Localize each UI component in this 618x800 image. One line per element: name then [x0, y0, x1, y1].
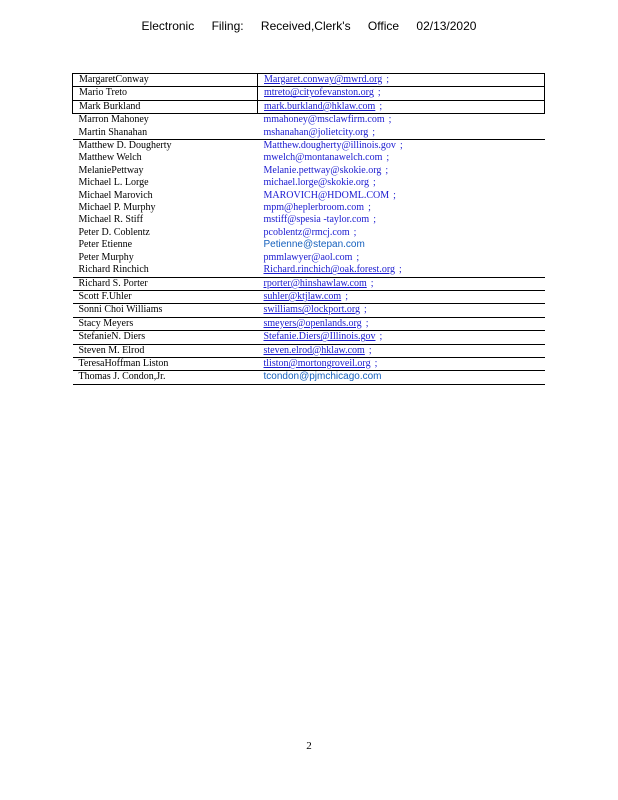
service-list-row [73, 331, 545, 344]
service-list-row [73, 317, 545, 330]
contact-email-cell [258, 202, 545, 214]
contact-email-cell [258, 190, 545, 202]
service-list-row [73, 190, 545, 202]
contact-name: MargaretConway [73, 74, 258, 87]
contact-email-cell [258, 127, 545, 140]
contact-name: Peter Murphy [78, 251, 134, 263]
contact-name: Michael Marovich [78, 189, 153, 201]
header-date: 02/13/2020 [416, 19, 477, 33]
contact-name: Marron Mahoney [73, 114, 258, 127]
contact-email-link[interactable]: swilliams@lockport.org [263, 304, 361, 316]
contact-email-link[interactable]: suhler@ktjlaw.com [263, 290, 342, 302]
service-list-row [73, 252, 545, 264]
service-list-row [73, 344, 545, 357]
service-list-row [73, 239, 545, 251]
contact-email-link[interactable]: steven.elrod@hklaw.com [263, 344, 365, 356]
service-list-row [73, 227, 545, 239]
service-list-row [73, 277, 545, 290]
contact-email-cell [258, 140, 545, 153]
email-separator: ; [356, 251, 360, 263]
header-received: Received,Clerk's [260, 19, 351, 33]
contact-name: Steven M. Elrod [73, 344, 258, 357]
contact-name: Richard Rinchich [78, 264, 149, 276]
email-separator: ; [388, 114, 392, 126]
contact-email-cell [258, 100, 545, 113]
email-separator: ; [379, 331, 383, 343]
contact-email-link[interactable]: mtreto@cityofevanston.org [264, 87, 374, 99]
email-separator: ; [393, 189, 396, 201]
contact-name: MelaniePettway [78, 164, 144, 176]
contact-email-cell [258, 290, 545, 303]
email-separator: ; [353, 226, 357, 238]
email-separator: ; [399, 140, 403, 152]
contact-email-cell [258, 344, 545, 357]
service-list-table [72, 73, 545, 385]
email-separator: ; [386, 152, 390, 164]
contact-name: TeresaHoffman Liston [73, 357, 258, 370]
contact-email-cell [258, 317, 545, 330]
email-separator: ; [368, 344, 372, 356]
service-list-row [73, 371, 545, 384]
service-list-row [73, 74, 545, 87]
contact-name: Stacy Meyers [73, 317, 258, 330]
contact-email-link[interactable]: Stefanie.Diers@Illinois.gov [263, 331, 376, 343]
email-separator: ; [365, 317, 369, 329]
contact-email-link[interactable]: Matthew.dougherty@illinois.gov [263, 140, 396, 152]
contact-email-link[interactable]: michael.lorge@skokie.org [263, 177, 369, 189]
contact-name: StefanieN. Diers [73, 331, 258, 344]
contact-name: Richard S. Porter [73, 277, 258, 290]
contact-email-link[interactable]: mpm@heplerbroom.com [263, 202, 365, 214]
service-list-row [73, 214, 545, 226]
contact-name: Scott F.Uhler [73, 290, 258, 303]
email-separator: ; [374, 357, 378, 369]
contact-email-cell [258, 304, 545, 317]
contact-email-link[interactable]: mmahoney@msclawfirm.com [263, 114, 385, 126]
email-separator: ; [370, 277, 374, 289]
contact-email-link[interactable]: tliston@mortongroveil.org [263, 357, 371, 369]
header-filing: Filing: [211, 19, 244, 33]
contact-email-cell [258, 227, 545, 239]
contact-name: Martin Shanahan [78, 126, 148, 138]
contact-email-cell [258, 357, 545, 370]
service-list-row [73, 290, 545, 303]
email-separator: ; [368, 202, 371, 214]
service-list-row [73, 87, 545, 100]
contact-email-cell [258, 152, 545, 164]
contact-name: Sonni Choi Williams [73, 304, 258, 317]
email-separator: ; [385, 164, 389, 176]
contact-name: Peter D. Coblentz [78, 226, 150, 238]
contact-name: Mario Treto [73, 87, 258, 100]
service-list-row [73, 127, 545, 140]
contact-email-link[interactable]: Richard.rinchich@oak.forest.org [263, 264, 395, 276]
email-separator: ; [364, 304, 367, 316]
email-separator: ; [345, 290, 348, 302]
service-list-row [73, 165, 545, 177]
contact-email-cell [258, 264, 545, 277]
contact-email-cell [258, 74, 545, 87]
contact-email-link[interactable]: Melanie.pettway@skokie.org [263, 164, 382, 176]
contact-email-link[interactable]: pmmlawyer@aol.com [263, 251, 353, 263]
service-list-row [73, 202, 545, 214]
contact-email-link[interactable]: mshanahan@jolietcity.org [263, 126, 369, 138]
contact-email-cell [258, 177, 545, 189]
email-separator: ; [372, 126, 376, 138]
service-list-row [73, 264, 545, 277]
service-list-row [73, 177, 545, 189]
filing-header [0, 19, 618, 33]
contact-name: Matthew Welch [78, 152, 142, 164]
contact-name: Thomas J. Condon,Jr. [73, 371, 258, 384]
email-separator: ; [398, 264, 402, 276]
contact-email-link[interactable]: Margaret.conway@mwrd.org [264, 74, 383, 85]
contact-name: Michael L. Lorge [78, 177, 149, 189]
contact-email-link[interactable]: rporter@hinshawlaw.com [263, 277, 367, 289]
email-separator: ; [377, 87, 381, 99]
service-list-row [73, 140, 545, 153]
service-list-row [73, 114, 545, 127]
service-list-row [73, 100, 545, 113]
contact-email-link[interactable]: Petienne@stepan.com [263, 239, 365, 251]
contact-email-link[interactable]: mwelch@montanawelch.com [263, 152, 383, 164]
contact-email-cell [258, 252, 545, 264]
contact-email-cell [258, 87, 545, 100]
contact-name: Michael P. Murphy [78, 202, 156, 214]
service-list-row [73, 357, 545, 370]
page-number: 2 [306, 740, 312, 752]
header-electronic: Electronic [141, 19, 195, 33]
contact-email-link[interactable]: pcoblentz@rmcj.com [263, 226, 350, 238]
contact-email-link[interactable]: mark.burkland@hklaw.com [264, 100, 376, 112]
contact-name: Michael R. Stiff [78, 214, 144, 226]
email-separator: ; [373, 214, 376, 226]
contact-email-cell [258, 239, 545, 251]
contact-email-cell [258, 165, 545, 177]
service-list-row [73, 304, 545, 317]
email-separator: ; [379, 100, 383, 112]
contact-name: Peter Etienne [78, 239, 133, 251]
service-list-row [73, 152, 545, 164]
header-office: Office [367, 19, 400, 33]
email-separator: ; [386, 74, 390, 85]
contact-email-cell [258, 214, 545, 226]
contact-name: Mark Burkland [73, 100, 258, 113]
email-separator: ; [372, 177, 376, 189]
contact-email-cell [258, 114, 545, 127]
contact-email-cell [258, 331, 545, 344]
contact-email-link[interactable]: MAROVICH@HDOML.COM [263, 189, 390, 201]
contact-email-link[interactable]: tcondon@pjmchicago.com [263, 371, 382, 383]
contact-email-link[interactable]: smeyers@openlands.org [263, 317, 362, 329]
contact-name: Matthew D. Dougherty [73, 140, 258, 153]
contact-email-cell [258, 371, 545, 384]
contact-email-cell [258, 277, 545, 290]
contact-email-link[interactable]: mstiff@spesia -taylor.com [263, 214, 370, 226]
